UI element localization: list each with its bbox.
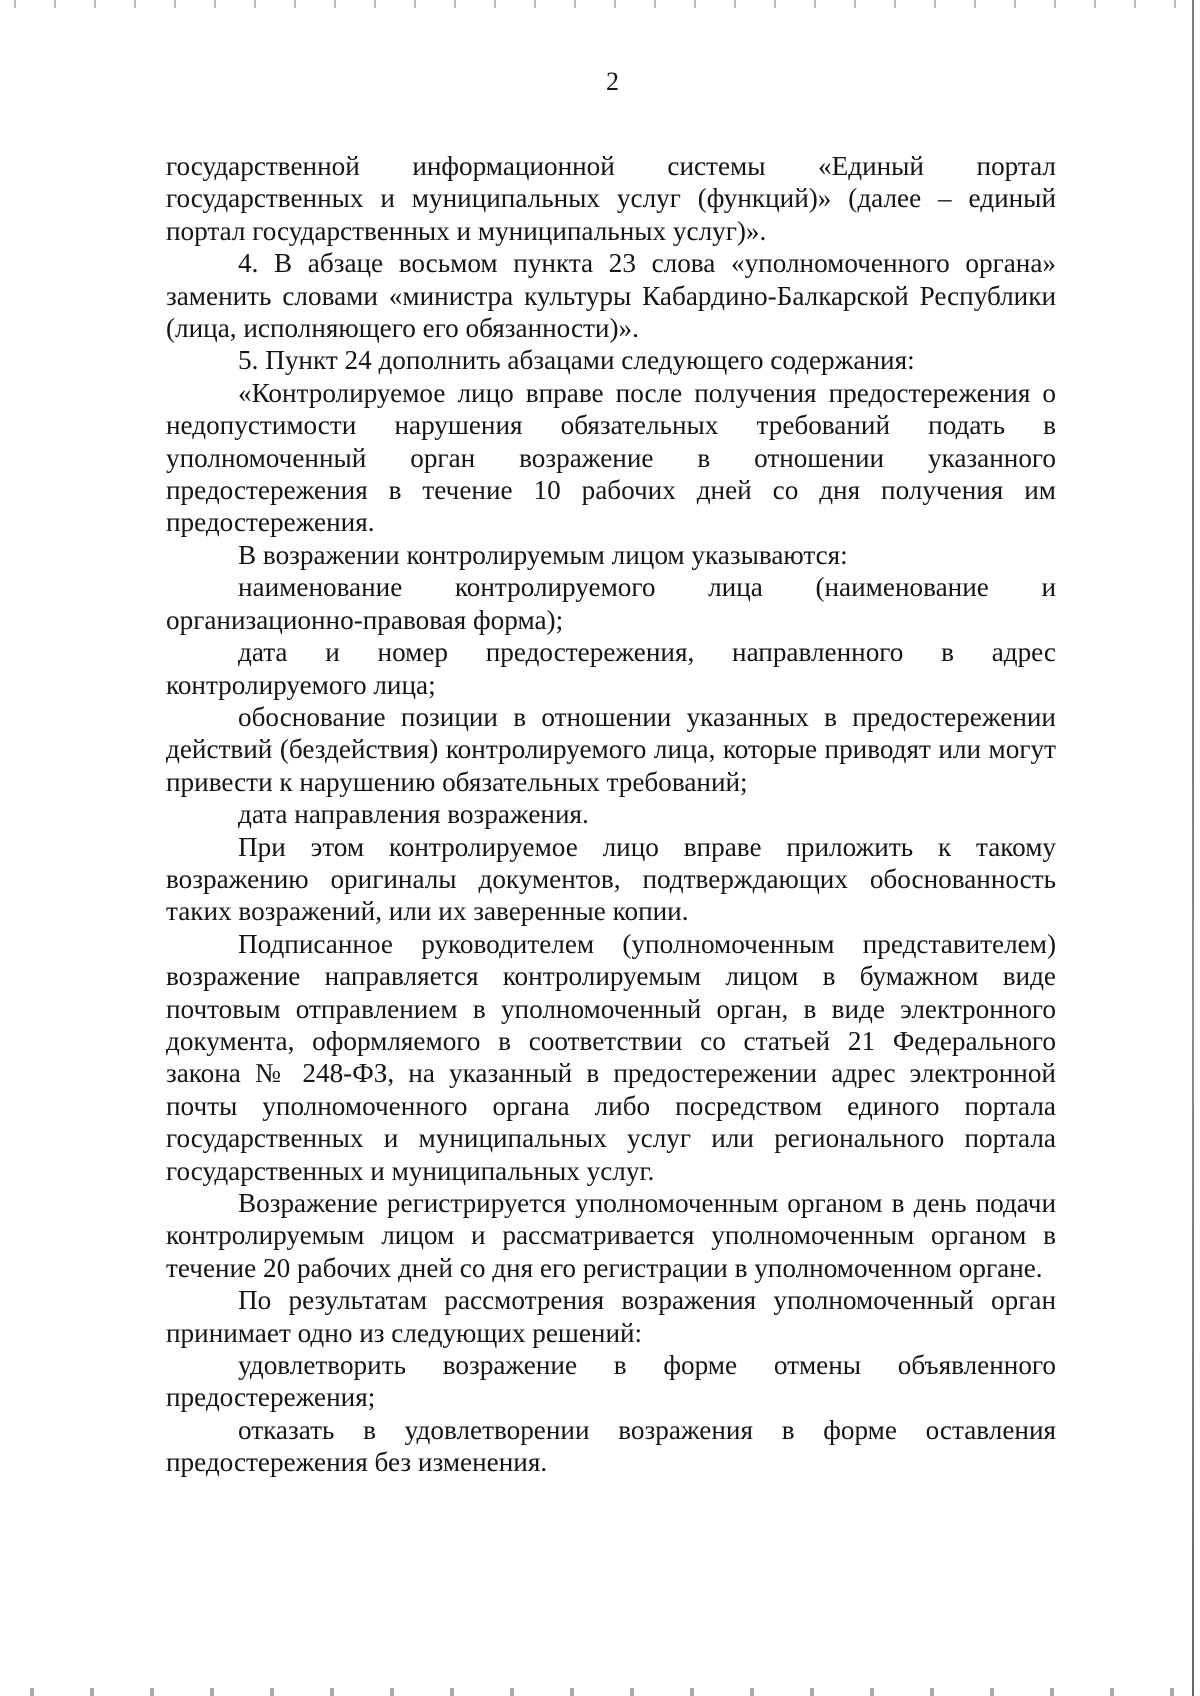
- paragraph: отказать в удовлетворении возражения в форме оставления предостережения без изменения.: [166, 1414, 1056, 1478]
- scan-edge-bottom: [0, 1688, 1200, 1696]
- paragraph: обоснование позиции в отношении указанных в предостережении действий (бездействия) контролируемого лица, которые приводят или могут привести к нарушению обязательных требований;: [166, 701, 1056, 797]
- paragraph: По результатам рассмотрения возражения уполномоченный орган принимает одно из следующих решений:: [166, 1285, 1056, 1348]
- scan-edge-right: [1192, 0, 1194, 1696]
- paragraph: «Контролируемое лицо вправе после получения предостережения о недопустимости нарушения обязательных требований подать в уполномоченный орган возражение в отношении указанного предостережения в течение 10 рабочих дней со дня получения им предостережения.: [166, 377, 1056, 538]
- scan-edge-top: [0, 0, 1200, 8]
- page-number: 2: [606, 67, 619, 96]
- paragraph: Возражение регистрируется уполномоченным органом в день подачи контролируемым лицом и рассматривается уполномоченным органом в течение 20 рабочих дней со дня его регистрации в уполномоченном органе.: [166, 1188, 1056, 1283]
- paragraph: Подписанное руководителем (уполномоченным представителем) возражение направляется контролируемым лицом в бумажном виде почтовым отправлением в уполномоченный орган, в виде электронного документа, оформляемого в соответствии со статьей 21 Федерального закона № 248-ФЗ, на указанный в предостережении адрес электронной почты уполномоченного органа либо посредством единого портала государственных и муниципальных услуг или регионального портала государственных и муниципальных услуг.: [166, 928, 1056, 1186]
- paragraph: наименование контролируемого лица (наименование и организационно-правовая форма);: [166, 572, 1056, 635]
- paragraph: 4. В абзаце восьмом пункта 23 слова «уполномоченного органа» заменить словами «министра культуры Кабардино-Балкарской Республики (лица, исполняющего его обязанности)».: [166, 248, 1056, 344]
- paragraph: дата направления возражения.: [238, 799, 589, 830]
- paragraph: При этом контролируемое лицо вправе приложить к такому возражению оригиналы документов, подтверждающих обоснованность таких возражений, или их заверенные копии.: [166, 831, 1056, 927]
- paragraph: удовлетворить возражение в форме отмены объявленного предостережения;: [166, 1350, 1056, 1413]
- paragraph: государственной информационной системы «Единый портал государственных и муниципальных услуг (функций)» (далее – единый портал государственных и муниципальных услуг)».: [166, 151, 1056, 246]
- paragraph: В возражении контролируемым лицом указываются:: [238, 539, 848, 570]
- paragraph: дата и номер предостережения, направленного в адрес контролируемого лица;: [166, 637, 1056, 700]
- document-body: [166, 150, 1056, 1479]
- paragraph: 5. Пункт 24 дополнить абзацами следующего содержания:: [238, 345, 915, 376]
